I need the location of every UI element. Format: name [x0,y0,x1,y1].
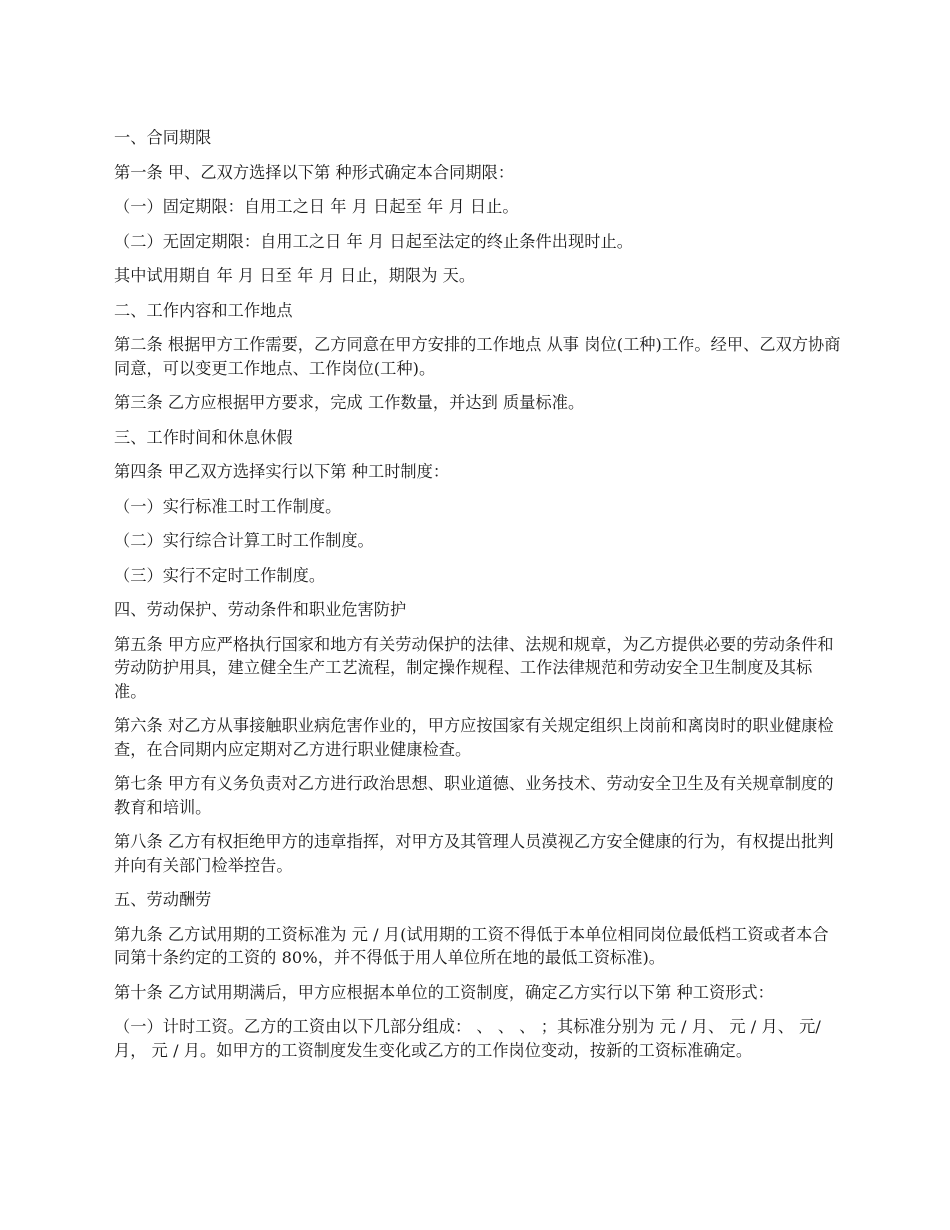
article-4: 第四条 甲乙双方选择实行以下第 种工时制度： [114,462,450,481]
clause-fixed-term: （一）固定期限：自用工之日 年 月 日起至 年 月 日止。 [114,197,519,216]
article-9: 第九条 乙方试用期的工资标准为 元 / 月(试用期的工资不得低于本单位相同岗位最低档工资或者本合同第十条约定的工资的 80%，并不得低于用人单位所在地的最低工资标准)。 [114,924,829,967]
article-8: 第八条 乙方有权拒绝甲方的违章指挥，对甲方及其管理人员漠视乙方安全健康的行为，有权提出批判并向有关部门检举控告。 [114,832,834,875]
section-heading-work-content: 二、工作内容和工作地点 [114,300,293,320]
article-5: 第五条 甲方应严格执行国家和地方有关劳动保护的法律、法规和规章，为乙方提供必要的劳动条件和劳动防护用具，建立健全生产工艺流程，制定操作规程、工作法律规范和劳动安全卫生制度及其标准。 [114,634,834,701]
article-1: 第一条 甲、乙双方选择以下第 种形式确定本合同期限： [114,162,515,182]
clause-flexible-hours: （三）实行不定时工作制度。 [114,565,326,585]
article-7: 第七条 甲方有义务负责对乙方进行政治思想、职业道德、业务技术、劳动安全卫生及有关规章制度的教育和培训。 [114,774,834,817]
article-6: 第六条 对乙方从事接触职业病危害作业的，甲方应按国家有关规定组织上岗前和离岗时的职业健康检查，在合同期内应定期对乙方进行职业健康检查。 [114,716,834,759]
clause-time-wage: （一）计时工资。乙方的工资由以下几部分组成： 、 、 、 ；其标准分别为 元 / 月、 元 / 月、 元/月， 元 / 月。如甲方的工资制度发生变化或乙方的工作岗位变动，按新的工资标准确定。 [114,1017,821,1060]
clause-open-term: （二）无固定期限：自用工之日 年 月 日起至法定的终止条件出现时止。 [114,231,633,251]
article-10: 第十条 乙方试用期满后，甲方应根据本单位的工资制度，确定乙方实行以下第 种工资形式： [114,982,774,1002]
article-2: 第二条 根据甲方工作需要，乙方同意在甲方安排的工作地点 从事 岗位(工种)工作。经甲、乙双方协商同意，可以变更工作地点、工作岗位(工种)。 [114,335,841,378]
section-heading-contract-term: 一、合同期限 [114,128,212,147]
clause-probation: 其中试用期自 年 月 日至 年 月 日止，期限为 天。 [114,266,476,285]
clause-standard-hours: （一）实行标准工时工作制度。 [114,496,342,516]
contract-document [114,126,842,1073]
section-heading-work-hours: 三、工作时间和休息休假 [114,427,293,447]
article-3: 第三条 乙方应根据甲方要求，完成 工作数量，并达到 质量标准。 [114,393,585,412]
section-heading-remuneration: 五、劳动酬劳 [114,890,212,909]
section-heading-labor-protection: 四、劳动保护、劳动条件和职业危害防护 [114,600,407,619]
clause-comprehensive-hours: （二）实行综合计算工时工作制度。 [114,531,374,550]
